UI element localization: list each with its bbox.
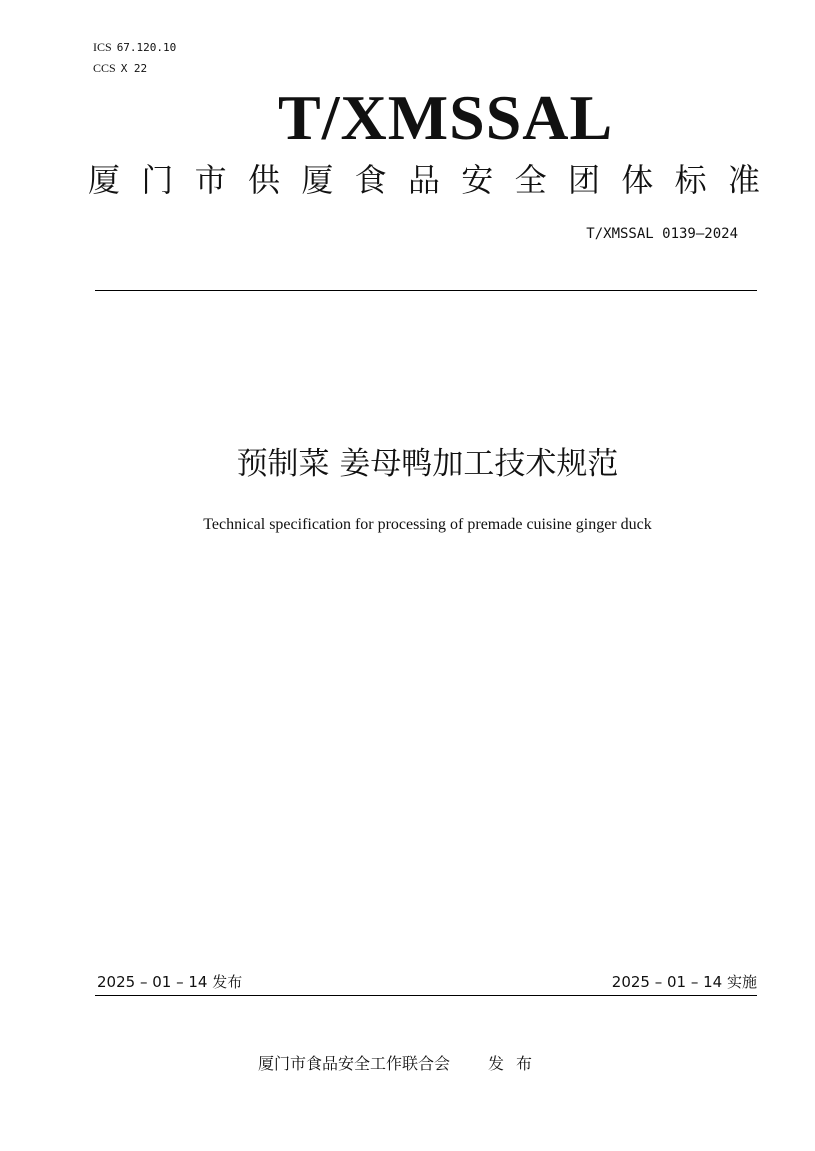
org-name-char: 团 [567, 161, 600, 199]
publish-action: 发布 [488, 1054, 545, 1073]
publisher-name: 厦门市食品安全工作联合会 [258, 1054, 451, 1073]
document-title-english: Technical specification for processing of premade cuisine ginger duck [203, 516, 652, 533]
org-name-char: 品 [407, 161, 440, 199]
org-name-char: 厦 [301, 161, 334, 199]
org-name-char: 门 [141, 161, 174, 199]
publisher-line [258, 1053, 544, 1075]
implementation-date: 2025 – 01 – 14 实施 [611, 973, 757, 991]
header-divider [95, 290, 757, 291]
document-title: 预制菜 姜母鸭加工技术规范 [236, 446, 619, 482]
ics-line [93, 40, 176, 55]
org-name-char: 体 [621, 161, 654, 199]
ics-label: ICS [93, 40, 112, 54]
ics-code: 67.120.10 [116, 41, 177, 54]
footer-divider [95, 995, 757, 996]
org-name-char: 厦 [88, 161, 121, 199]
ccs-label: CCS [93, 61, 116, 75]
org-name-char: 市 [194, 161, 227, 199]
standard-logo: T/XMSSAL [278, 82, 614, 153]
org-name-char: 标 [674, 161, 707, 199]
organization-name [88, 156, 760, 204]
org-name-char: 食 [354, 161, 387, 199]
issue-date: 2025 – 01 – 14 发布 [97, 973, 243, 991]
org-name-char: 安 [461, 161, 494, 199]
org-name-char: 准 [727, 161, 760, 199]
org-name-char: 供 [247, 161, 280, 199]
ccs-code: X 22 [120, 62, 148, 75]
standard-number: T/XMSSAL 0139—2024 [586, 226, 738, 242]
ccs-line [93, 61, 147, 76]
org-name-char: 全 [514, 161, 547, 199]
